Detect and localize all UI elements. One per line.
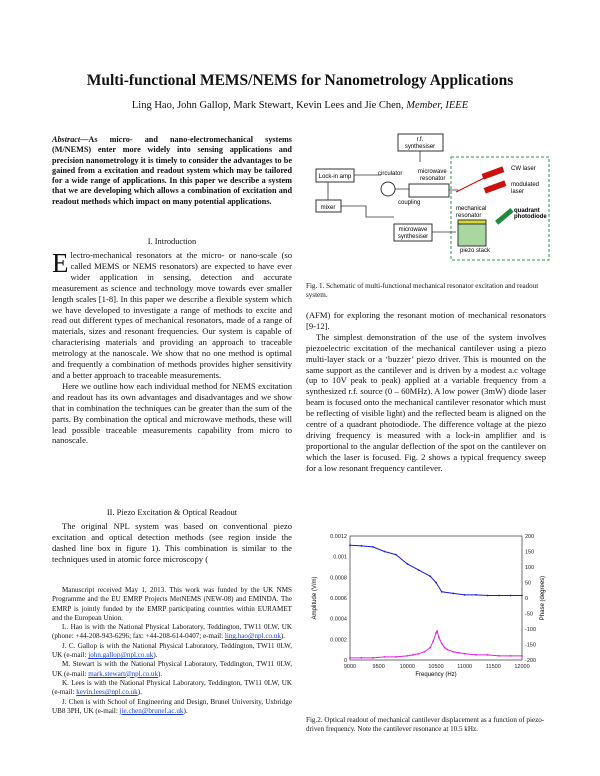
introduction-body bbox=[52, 250, 292, 446]
data-point-amplitude bbox=[447, 649, 449, 651]
email-link-chen[interactable]: jie.chen@brunel.ac.uk bbox=[119, 706, 184, 715]
footnote-close: ). bbox=[137, 688, 142, 697]
author-list bbox=[0, 100, 600, 111]
quadrant-label: quadrant bbox=[514, 208, 540, 214]
modulated-label-1: modulated bbox=[511, 182, 540, 188]
data-point-phase bbox=[441, 591, 443, 593]
data-point-amplitude bbox=[429, 647, 431, 649]
email-link-lees[interactable]: kevin.lees@npl.co.uk bbox=[76, 688, 138, 697]
data-point-amplitude bbox=[412, 654, 414, 656]
x-tick-label: 10500 bbox=[428, 664, 444, 670]
x-tick-label: 9500 bbox=[372, 664, 385, 670]
data-point-phase bbox=[429, 575, 431, 577]
y2-tick-label: -200 bbox=[525, 658, 537, 664]
data-point-amplitude bbox=[349, 657, 351, 659]
data-point-phase bbox=[475, 594, 477, 596]
footnote-funding: Manuscript received May 1, 2013. This work was funded by the UK NMS Programme and the EU EMRP Projects MetNEMS (NEW-08) and EMINDA. The EMRP is jointly funded by the EMRP participating countries within EURAMET and the European Union. bbox=[52, 586, 292, 622]
footnote-stewart-text: M. Stewart is with the National Physical Laboratory, Teddington, TW11 0LW, UK (e-mail: bbox=[52, 660, 292, 678]
email-link-gallop[interactable]: john.gallop@npl.co.uk bbox=[88, 651, 154, 660]
coupling-label: coupling bbox=[398, 200, 421, 206]
mechanical-label-1: mechanical bbox=[456, 206, 487, 212]
data-point-phase bbox=[406, 563, 408, 565]
figure-2-chart bbox=[308, 528, 550, 678]
footnote-lees-text: K. Lees is with the National Physical Laboratory, Teddington, TW11 0LW, UK (e-mail: bbox=[52, 678, 292, 697]
footnote-hao-text: L. Hao is with the National Physical Laboratory, Teddington, TW11 0LW, UK (phone: +44-208-943-6296; fax: +44-208-614-0407; e-mail: bbox=[52, 623, 292, 641]
footnote-gallop-text: J. C. Gallop is with the National Physical Laboratory, Teddington, TW11 0LW, UK (e-mail: bbox=[52, 641, 292, 660]
data-point-amplitude bbox=[444, 647, 446, 649]
photodiode-label: photodiode bbox=[514, 214, 547, 220]
footnote-hao bbox=[52, 623, 292, 642]
cw-laser-icon bbox=[482, 166, 505, 179]
data-point-phase bbox=[435, 582, 437, 584]
data-point-amplitude bbox=[458, 652, 460, 654]
series-line-amplitude bbox=[350, 631, 522, 658]
data-point-phase bbox=[418, 569, 420, 571]
mw-resonator-label-1: microwave bbox=[418, 169, 447, 175]
data-point-phase bbox=[349, 544, 351, 546]
data-point-amplitude bbox=[432, 641, 434, 643]
sec2-paragraph-1: The original NPL system was based on conventional piezo excitation and optical detection methods (see region inside the dashed line box in figure 1). This combination is similar to the techniques used in atomic force microscopy ( bbox=[52, 521, 292, 564]
footnote-chen bbox=[52, 698, 292, 717]
right-column-body bbox=[306, 310, 546, 474]
intro-paragraph-2: Here we outline how each individual method for NEMS excitation and readout has its own advantages and disadvantages and we show that in combination the techniques can be greater than the sum of the parts. By combination the optical and microwave methods, these will lead possible traceable measurements capability from micro to nanoscale. bbox=[52, 380, 292, 446]
data-point-amplitude bbox=[487, 654, 489, 656]
section-heading-introduction: I. Introduction bbox=[147, 237, 197, 246]
drop-cap: E bbox=[52, 248, 69, 278]
y-tick-label: 0.0002 bbox=[330, 637, 347, 644]
x-tick-label: 11000 bbox=[457, 664, 473, 670]
data-point-phase bbox=[395, 554, 397, 556]
data-point-amplitude bbox=[452, 651, 454, 653]
data-point-phase bbox=[487, 595, 489, 597]
circulator-symbol bbox=[381, 182, 395, 196]
y2-tick-label: -100 bbox=[525, 627, 537, 633]
email-link-stewart[interactable]: mark.stewart@npl.co.uk bbox=[88, 669, 159, 678]
footnote-close: ). bbox=[153, 651, 158, 660]
data-point-amplitude bbox=[438, 636, 440, 638]
footnote-close: ). bbox=[280, 632, 286, 641]
circulator-label: circulator bbox=[378, 171, 403, 177]
data-point-phase bbox=[498, 595, 500, 597]
y2-tick-label: 0 bbox=[525, 596, 529, 602]
abstract-label: Abstract bbox=[52, 135, 81, 144]
data-point-amplitude bbox=[475, 654, 477, 656]
data-point-amplitude bbox=[521, 655, 523, 657]
abstract bbox=[52, 135, 292, 207]
x-tick-label: 12000 bbox=[514, 664, 530, 670]
data-point-amplitude bbox=[424, 651, 426, 653]
data-point-phase bbox=[464, 594, 466, 596]
section2-body bbox=[52, 521, 292, 565]
mechanical-label-2: resonator bbox=[456, 213, 482, 219]
series-line-phase bbox=[350, 545, 522, 595]
data-point-phase bbox=[510, 595, 512, 597]
data-point-amplitude bbox=[395, 656, 397, 658]
y-tick-label: 0.0004 bbox=[330, 616, 347, 623]
mw-resonator-label-2: resonator bbox=[420, 176, 446, 182]
y-tick-label: 0.0012 bbox=[330, 534, 347, 540]
paper-title: Multi-functional MEMS/NEMS for Nanometrology Applications bbox=[86, 72, 514, 89]
y2-tick-label: 150 bbox=[525, 549, 535, 556]
authors-names: Ling Hao, John Gallop, Mark Stewart, Kevin Lees and Jie Chen, bbox=[131, 100, 407, 111]
data-point-amplitude bbox=[361, 657, 363, 659]
y-tick-label: 0.0008 bbox=[330, 575, 347, 582]
data-point-amplitude bbox=[384, 656, 386, 658]
y2-tick-label: -50 bbox=[525, 611, 533, 618]
right-paragraph-1: (AFM) for exploring the resonant motion of mechanical resonators [9-12]. bbox=[306, 310, 546, 331]
laser-beam-line bbox=[456, 178, 484, 192]
footnote-gallop bbox=[52, 642, 292, 661]
modulated-laser-icon bbox=[484, 180, 507, 193]
mixer-label: mixer bbox=[320, 205, 336, 211]
y-tick-label: 0 bbox=[343, 658, 347, 664]
y2-axis-label: Phase (degrees) bbox=[540, 575, 546, 621]
figure-1-caption: Fig. 1. Schematic of multi-functional mechanical resonator excitation and readout system. bbox=[306, 282, 539, 300]
data-point-phase bbox=[384, 551, 386, 553]
mw-synth-label-1: microwave bbox=[398, 227, 428, 233]
y2-tick-label: 50 bbox=[525, 580, 532, 587]
x-tick-label: 10000 bbox=[399, 664, 415, 670]
email-link-hao[interactable]: ling.hao@npl.co.uk bbox=[224, 632, 281, 641]
footnotes bbox=[52, 586, 292, 716]
mw-resonator-box bbox=[409, 184, 449, 197]
authors-membership: Member, IEEE bbox=[406, 100, 469, 111]
y-tick-label: 0.0006 bbox=[330, 596, 347, 602]
data-point-amplitude bbox=[406, 655, 408, 657]
data-point-phase bbox=[361, 545, 363, 547]
right-paragraph-2: The simplest demonstration of the use of the system involves piezoelectric excitation of the mechanical cantilever using a piezo multi-layer stack or a ‘buzzer’ piezo driver. This is mounted on the same support as the cantilever and is driven by a modest a.c voltage (up to 10V peak to peak) applied at a variable frequency from a synthesized r.f. source (0 – 60MHz). A low power (3mW) diode laser beam is focused onto the mechanical cantilever resonator which must be reflecting of visible light) and the reflected beam is aligned on the centre of a quadrant photodiode. The difference voltage at the piezo driving frequency is measured with a lock-in amplifier and is proportional to the angular deflection of the spot on the cantilever on which the laser is focused. Fig. 2 shows a typical frequency sweep for a low resonant frequency cantilever. bbox=[306, 331, 546, 473]
x-axis-label: Frequency (Hz) bbox=[415, 672, 457, 678]
data-point-amplitude bbox=[372, 657, 374, 659]
footnote-chen-text: J. Chen is with School of Engineering and Design, Brunel University, Uxbridge UB8 3PH, UK (e-mail: bbox=[52, 697, 292, 715]
footnote-close: ). bbox=[158, 669, 163, 678]
x-tick-label: 11500 bbox=[485, 664, 501, 670]
figure-1-schematic bbox=[306, 132, 552, 266]
data-point-phase bbox=[372, 546, 374, 548]
piezo-stack-block bbox=[458, 224, 486, 246]
piezo-stack-label: piezo stack bbox=[460, 248, 491, 254]
y2-tick-label: 200 bbox=[525, 534, 535, 540]
data-point-phase bbox=[521, 595, 523, 597]
footnote-stewart bbox=[52, 660, 292, 679]
footnote-close: ). bbox=[183, 706, 188, 715]
section-heading-piezo: II. Piezo Excitation & Optical Readout bbox=[106, 508, 238, 517]
data-point-amplitude bbox=[441, 643, 443, 645]
y2-tick-label: 100 bbox=[525, 565, 535, 571]
data-point-phase bbox=[452, 592, 454, 594]
x-tick-label: 9000 bbox=[343, 664, 357, 670]
modulated-label-2: laser bbox=[511, 189, 525, 195]
mw-synth-label-2: synthesiser bbox=[397, 234, 429, 240]
synth-label: synthesiser bbox=[404, 144, 436, 150]
data-point-amplitude bbox=[418, 653, 420, 655]
photodiode-icon bbox=[495, 208, 514, 225]
lockin-label: Lock-in amp bbox=[318, 174, 352, 180]
rf-label: r.f. bbox=[416, 137, 424, 143]
y2-tick-label: -150 bbox=[525, 642, 537, 649]
data-point-amplitude bbox=[498, 655, 500, 657]
plot-frame bbox=[350, 536, 522, 660]
data-point-amplitude bbox=[436, 630, 438, 632]
cw-laser-label: CW laser bbox=[511, 166, 536, 172]
data-point-amplitude bbox=[464, 653, 466, 655]
footnote-lees bbox=[52, 679, 292, 698]
y-axis-label: Amplitude (V/m) bbox=[312, 576, 318, 620]
y-tick-label: 0.001 bbox=[333, 554, 347, 561]
intro-paragraph-1: lectro-mechanical resonators at the micro- or nano-scale (so called MEMS or NEMS resonators) are expected to have ever wider application in sensing, detection and accurate measurement as science and technology move towards ever smaller length scales [1-8]. In this paper we describe a flexible system which we have developed to investigate a range of methods to excite and read out different types of mechanical resonators, made of a range of materials, sizes and resonant frequencies. Our system is capable of characterising materials and providing an approach to traceable metrology at the nanoscale. We show that no one method is optimal and frequently a combination of methods provides higher sensitivity and a better approach to traceable measurements. bbox=[52, 250, 292, 380]
abstract-text: —As micro- and nano-electromechanical systems (M/NEMS) enter more widely into sensing applications and precision nanometrology it is timely to consider the advantages to be gained from a excitation and readout system which may be tailored for a wide range of applications. In this paper we describe a system that we are developing which allows a combination of excitation and readout methods which impact on many potential applications. bbox=[52, 135, 292, 206]
data-point-amplitude bbox=[510, 655, 512, 657]
cantilever-bar bbox=[458, 220, 486, 224]
figure-2-caption: Fig.2. Optical readout of mechanical cantilever displacement as a function of piezo-driven frequency. Note the cantilever resonance at 10.5 kHz. bbox=[306, 716, 545, 734]
data-point-amplitude bbox=[435, 632, 437, 634]
